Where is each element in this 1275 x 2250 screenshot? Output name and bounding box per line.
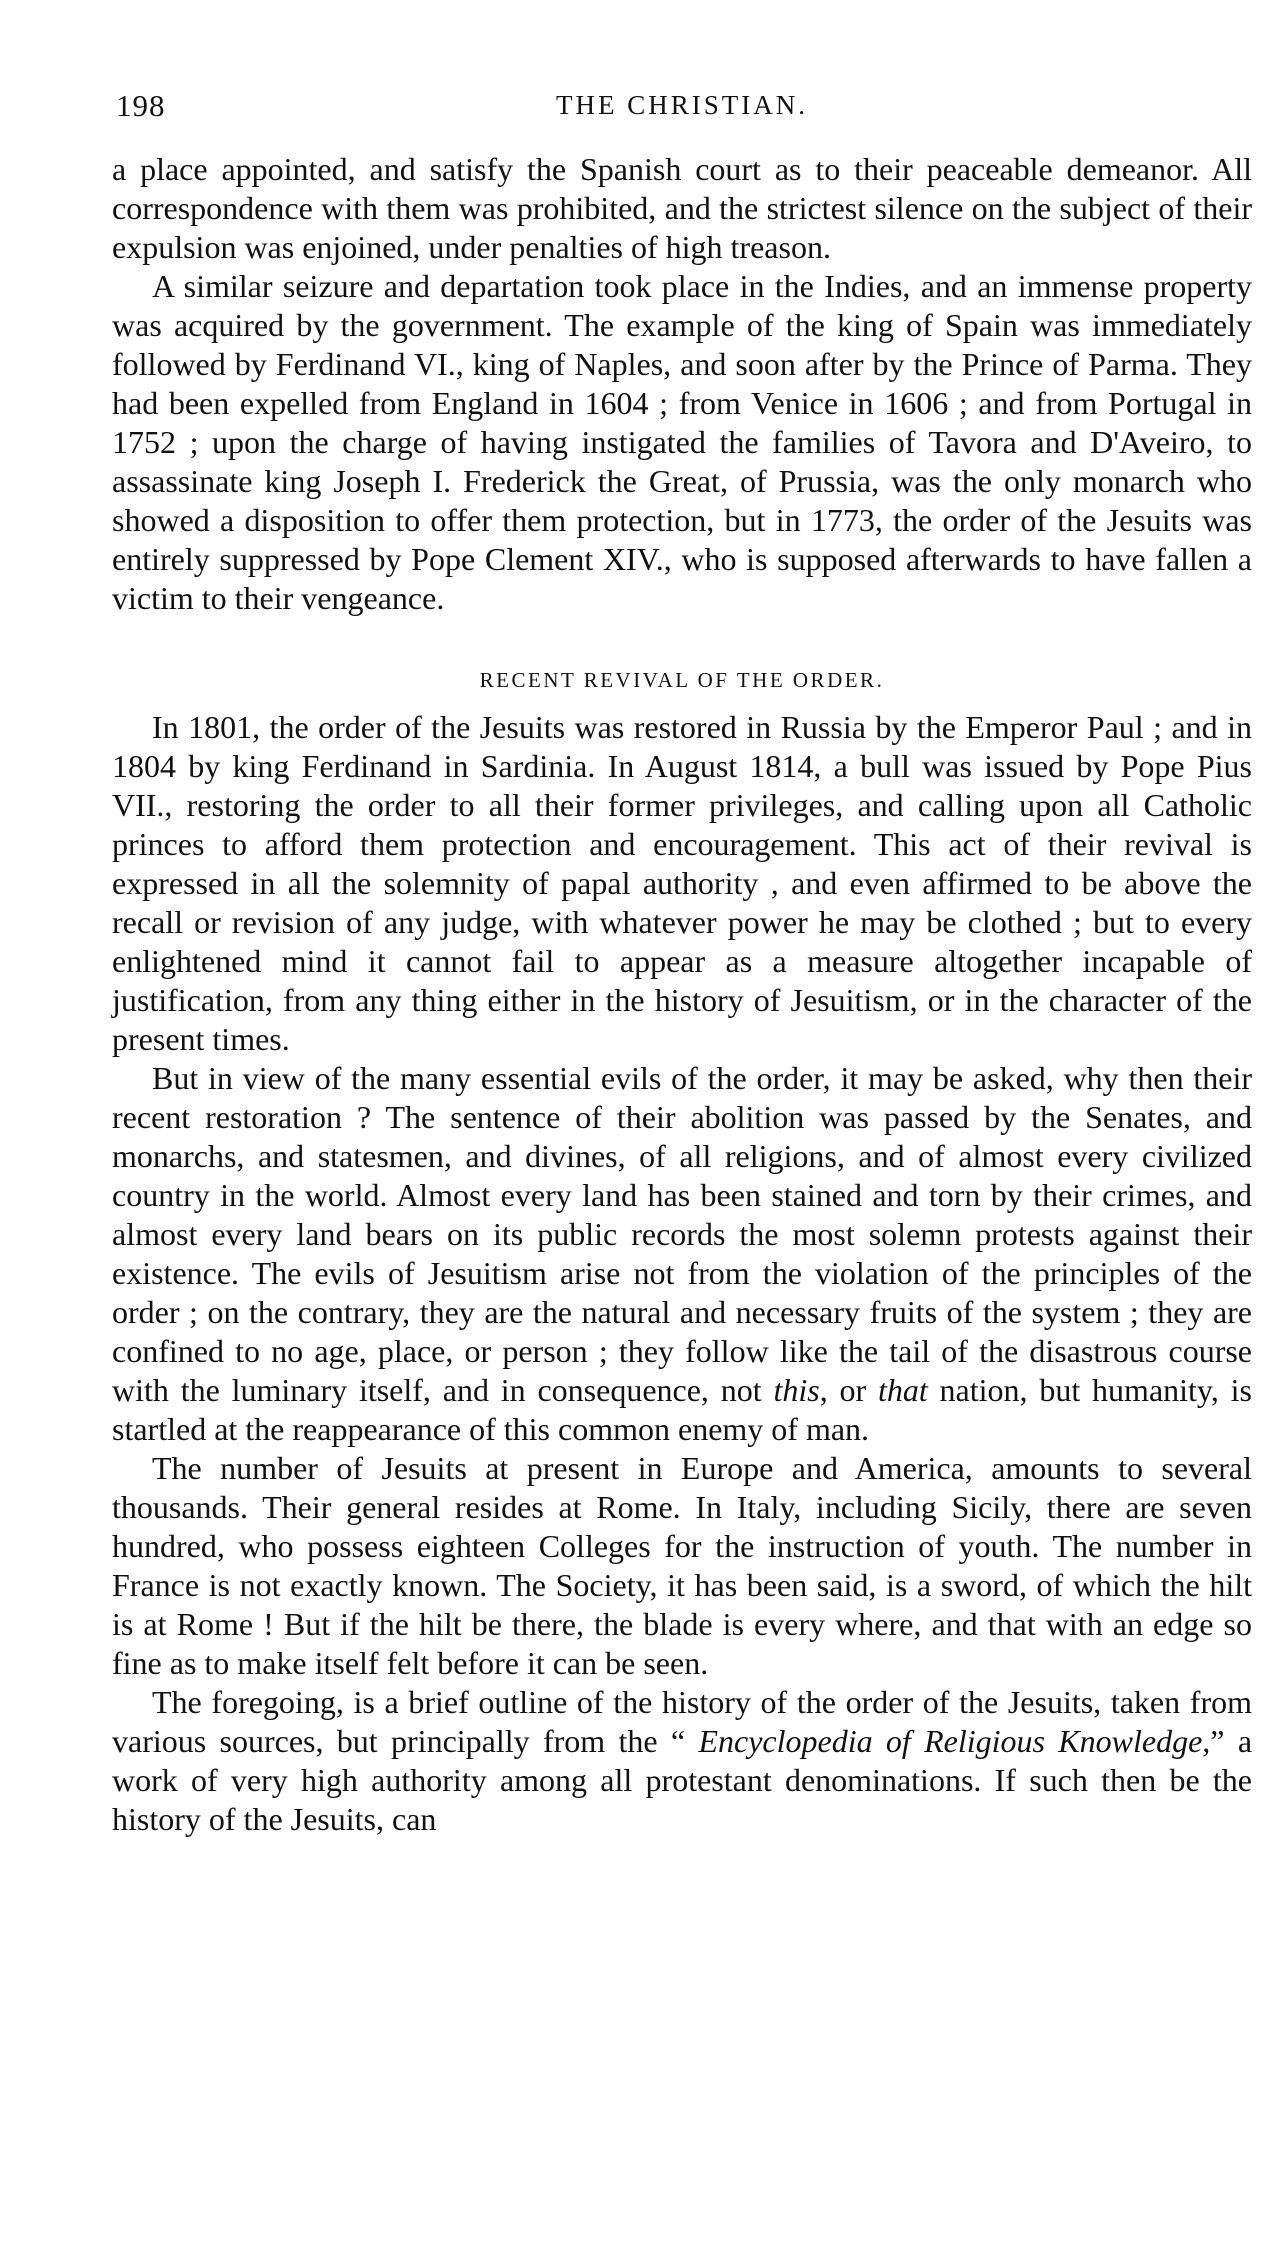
book-page <box>112 88 1252 1839</box>
page-number: 198 <box>116 88 166 123</box>
paragraph-restoration <box>112 1059 1252 1449</box>
paragraph-expulsions: A similar seizure and departation took place in the Indies, and an immense property was acquired by the government. The example of the king of Spain was immediately followed by Ferdinand VI., king of Naples, and soon after by the Prince of Parma. They had been expelled from England in 1604 ; from Venice in 1606 ; and from Portugal in 1752 ; upon the charge of having instigated the families of Tavora and D'Aveiro, to assassinate king Joseph I. Frederick the Great, of Prussia, was the only monarch who showed a disposition to offer them protection, but in 1773, the order of the Jesuits was entirely suppressed by Pope Clement XIV., who is supposed afterwards to have fallen a victim to their vengeance. <box>112 268 1252 616</box>
paragraph-foregoing <box>112 1683 1252 1839</box>
paragraph-continued: a place appointed, and satisfy the Spanish court as to their peaceable demeanor. All correspondence with them was prohibited, and the strictest silence on the subject of their expulsion was enjoined, under penalties of high treason. <box>112 151 1252 265</box>
running-head: THE CHRISTIAN. <box>556 90 808 120</box>
paragraph-foregoing-end: ” a work of very high authority among all protestant denominations. If such then be the history of the Jesuits, can <box>112 1723 1253 1837</box>
italic-this: this <box>773 1372 820 1408</box>
paragraph-restoration-text: But in view of the many essential evils of the order, it may be asked, why then their recent restoration ? The sentence of their abolition was passed by the Senates, and monarchs, and statesmen, and divines, of all religions, and of almost every civilized country in the world. Almost every land has been stained and torn by their crimes, and almost every land bears on its public records the most solemn protests against their existence. The evils of Jesuitism arise not from the violation of the principles of the order ; on the contrary, they are the natural and necessary fruits of the system ; they are confined to no age, place, or person ; they follow like the tail of the disastrous course with the luminary itself, and in consequence, not <box>112 1060 1252 1408</box>
paragraph-restoration-end: nation, but humanity, is startled at the reappearance of this common enemy of man. <box>112 1372 1253 1447</box>
paragraph-restoration-mid: , or <box>819 1372 878 1408</box>
page-header <box>112 88 1252 136</box>
section-heading: RECENT REVIVAL OF THE ORDER. <box>479 668 885 692</box>
paragraph-numbers: The number of Jesuits at present in Europe and America, amounts to several thousands. Their general resides at Rome. In Italy, including Sicily, there are seven hundred, who possess eighteen Colleges for the instruction of youth. The number in France is not exactly known. The Society, it has been said, is a sword, of which the hilt is at Rome ! But if the hilt be there, the blade is every where, and that with an edge so fine as to make itself felt before it can be seen. <box>112 1450 1252 1681</box>
italic-that: that <box>877 1372 928 1408</box>
encyclopedia-title: Encyclopedia of Religious Knowledge, <box>698 1723 1211 1759</box>
paragraph-revival: In 1801, the order of the Jesuits was restored in Russia by the Emperor Paul ; and in 1804 by king Ferdinand in Sardinia. In August 1814, a bull was issued by Pope Pius VII., restoring the order to all their former privileges, and calling upon all Catholic princes to afford them protection and encouragement. This act of their revival is expressed in all the solemnity of papal authority , and even affirmed to be above the recall or revision of any judge, with whatever power he may be clothed ; but to every enlightened mind it cannot fail to appear as a measure altogether incapable of justification, from any thing either in the history of Jesuitism, or in the character of the present times. <box>112 709 1252 1057</box>
paragraph-foregoing-start: The foregoing, is a brief outline of the history of the order of the Jesuits, taken from various sources, but principally from the “ <box>112 1684 1252 1759</box>
